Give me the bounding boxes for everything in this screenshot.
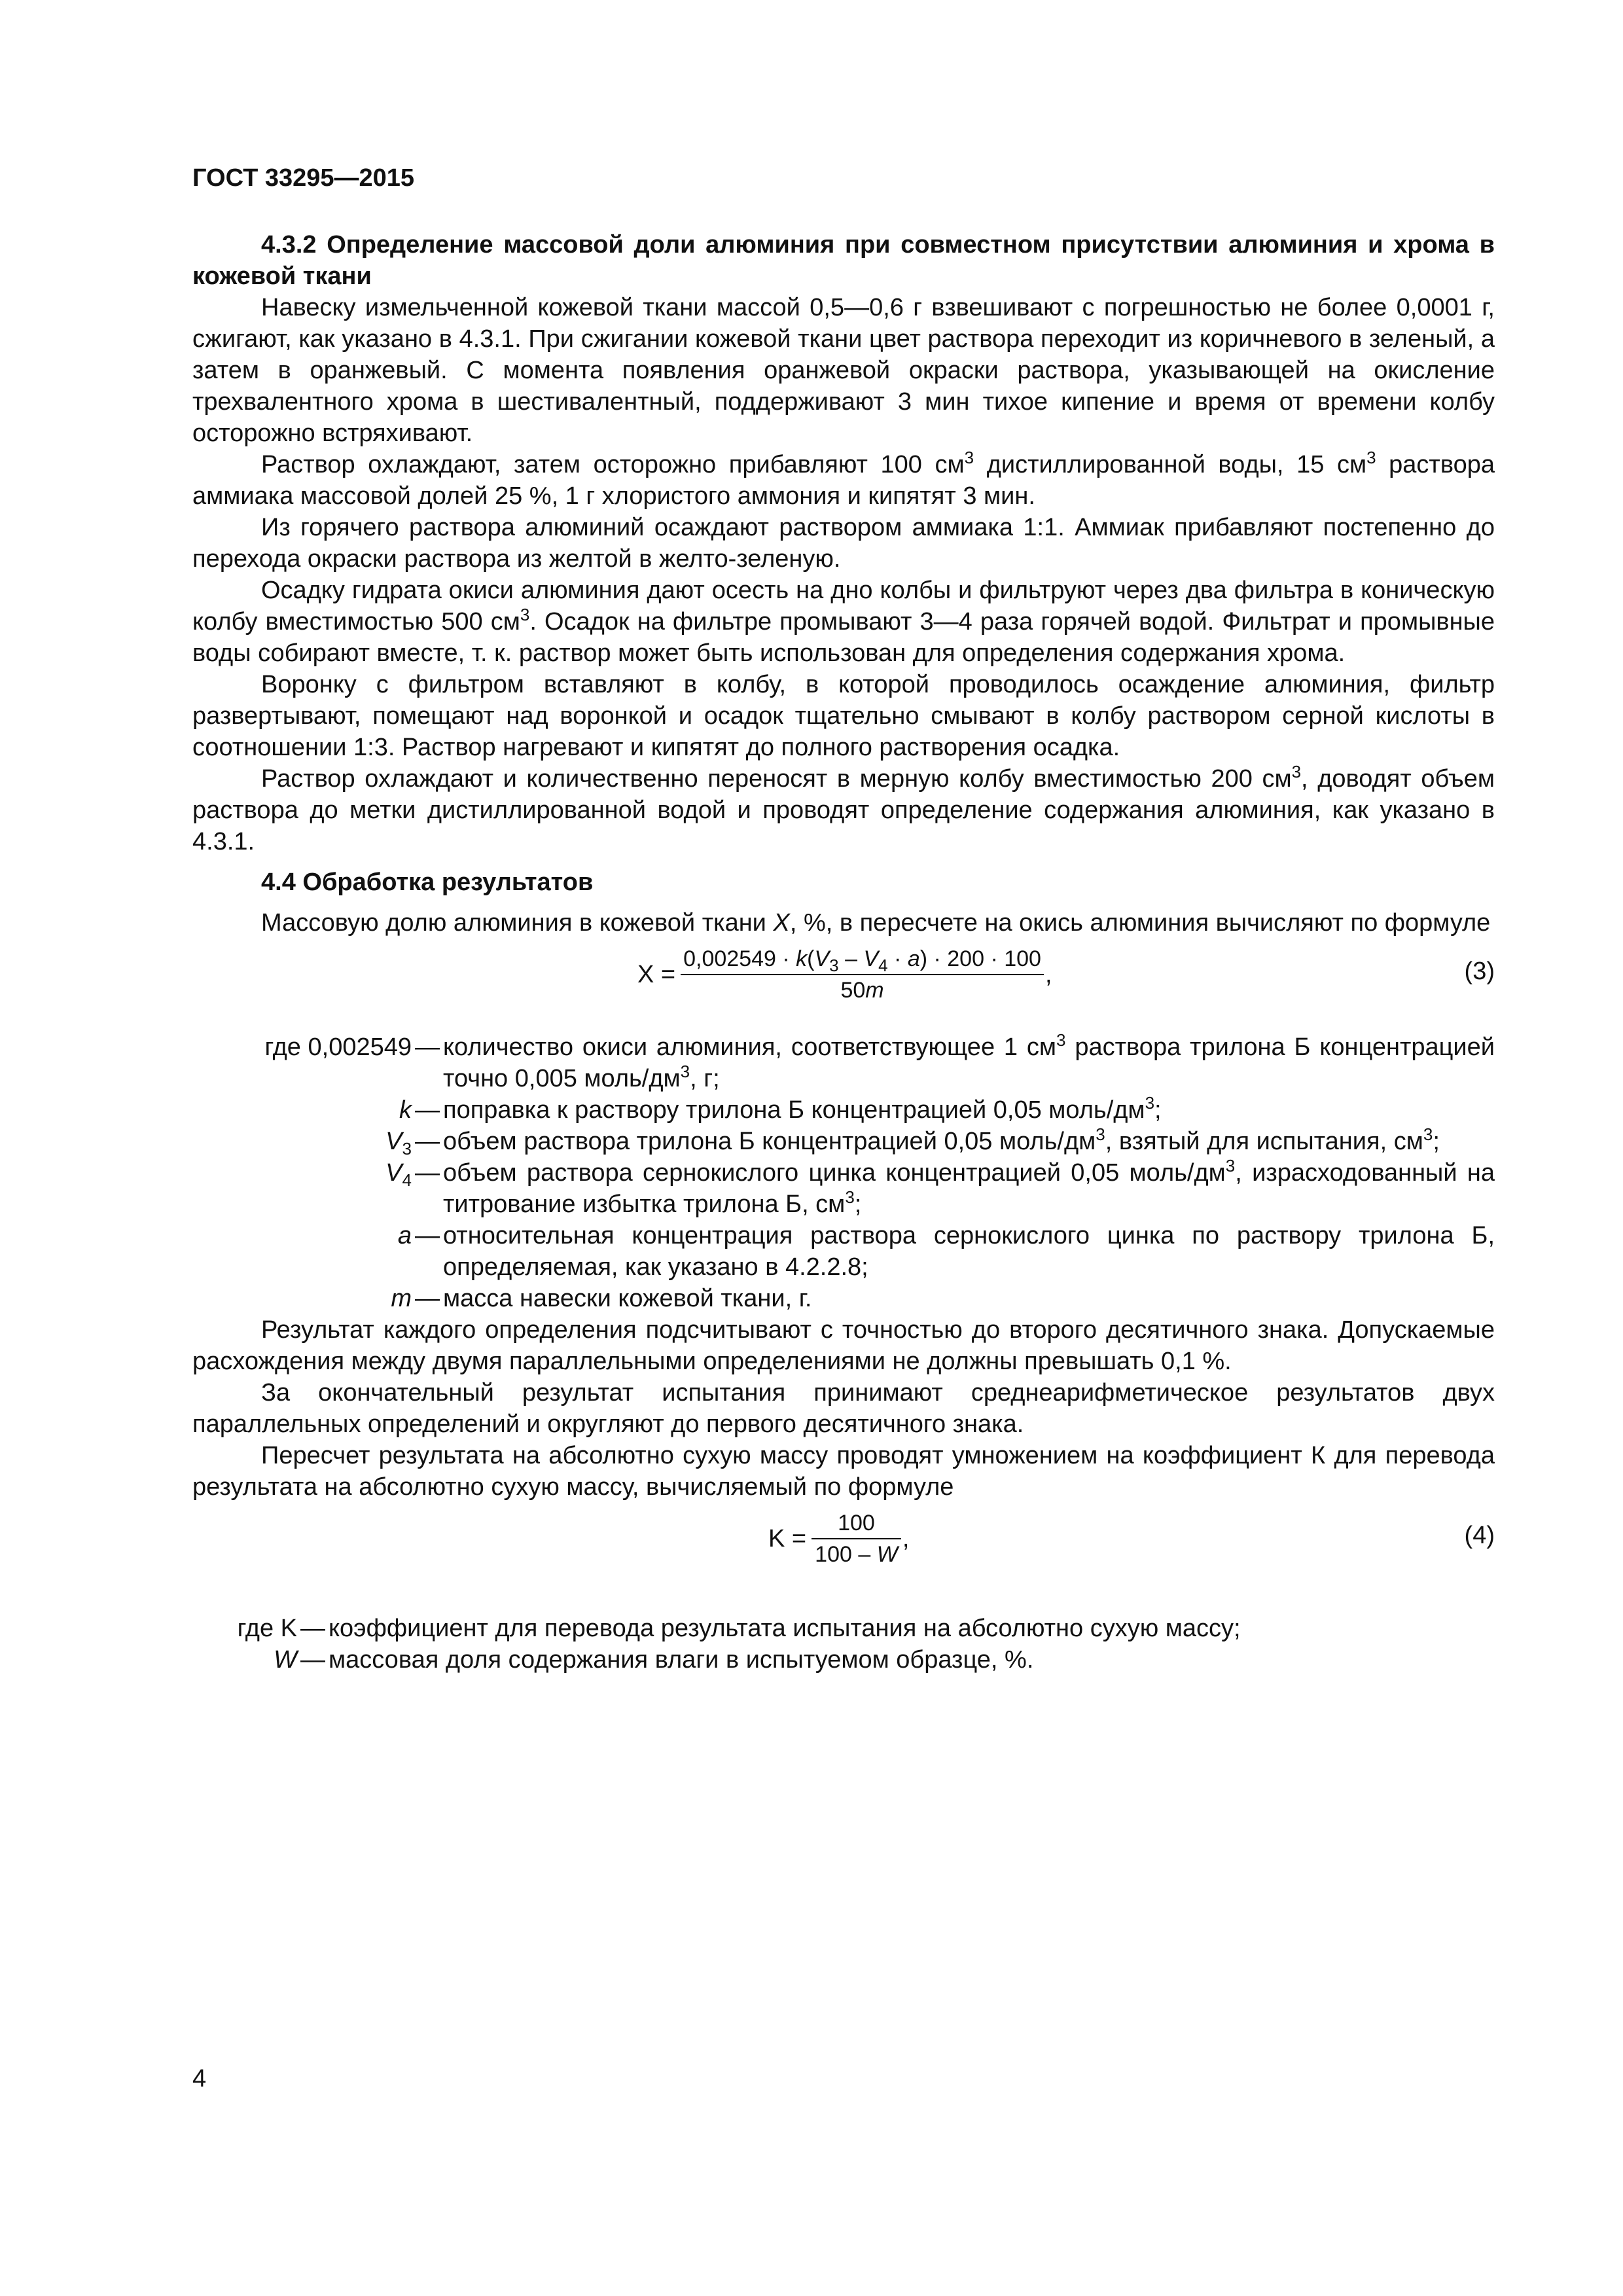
document-header: ГОСТ 33295—2015 <box>192 164 415 192</box>
formula-3-legend <box>192 1031 1495 1314</box>
formula-fraction <box>812 1508 901 1570</box>
formula-denominator: 50m <box>840 978 884 1003</box>
paragraph: За окончательный результат испытания принимают среднеарифметическое результатов двух параллельных определений и округляют до первого десятичного знака. <box>192 1379 1495 1438</box>
paragraph: Раствор охлаждают и количественно переносят в мерную колбу вместимостью 200 $см^3$, доводят объем раствора до метки дистиллированной водой и проводят определение содержания алюминия, как указано в 4.3.1. <box>192 762 1495 855</box>
paragraph: Навеску измельченной кожевой ткани массой 0,5—0,6 г взвешивают с погрешностью не более 0,0001 г, сжигают, как указано в 4.3.1. При сжигании кожевой ткани цвет раствора переходит из коричневого в зеленый, а затем в оранжевый. С момента появления оранжевой окраски раствора, указывающей на окисление трехвалентного хрома в шестивалентный, поддерживают 3 мин тихое кипение и время от времени колбу осторожно встряхивают. <box>192 294 1495 447</box>
formula-3: X = $\frac{0,002549 \cdot k(V_3 - V_4 \cdot a) \cdot 200 \cdot 100}{50m}$ , (3) <box>192 944 1495 1025</box>
page-number: 4 <box>192 2065 207 2092</box>
equation-number: (4) <box>1464 1522 1495 1549</box>
section-4-3-2-title: 4.3.2 Определение массовой доли алюминия при совместном присутствии алюминия и хрома в кожевой ткани <box>192 231 1495 290</box>
formula-numerator: $0,002549 \cdot k(V_3 - V_4 \cdot a) \cdot 200 \cdot 100$ <box>681 944 1044 975</box>
equation-number: (3) <box>1464 958 1495 985</box>
paragraph: Массовую долю алюминия в кожевой ткани X, %, в пересчете на окись алюминия вычисляют по формуле <box>261 909 1491 937</box>
formula-4: K = $\frac{100}{100 - W}$ , (4) <box>192 1508 1495 1589</box>
paragraph: Из горячего раствора алюминий осаждают раствором аммиака 1:1. Аммиак прибавляют постепенно до перехода окраски раствора из желтой в желто-зеленую. <box>192 514 1495 573</box>
section-4-4-title: 4.4 Обработка результатов <box>261 869 594 896</box>
legend-row: k — поправка к раствору трилона Б концентрацией 0,05 моль/$дм^3$; <box>399 1093 1162 1124</box>
legend-row: a — относительная концентрация раствора сернокислого цинка по раствору трилона Б, определяемая, как указано в 4.2.2.8; <box>397 1222 1495 1281</box>
legend-row: где K — коэффициент для перевода результата испытания на абсолютно сухую массу; <box>237 1615 1241 1642</box>
paragraph: Пересчет результата на абсолютно сухую массу проводят умножением на коэффициент К для перевода результата на абсолютно сухую массу, вычисляемый по формуле <box>192 1442 1495 1501</box>
legend-row: m — масса навески кожевой ткани, г. <box>391 1285 812 1312</box>
paragraph: Результат каждого определения подсчитывают с точностью до второго десятичного знака. Допускаемые расхождения между двумя параллельными определениями не должны превышать 0,1 %. <box>192 1316 1495 1375</box>
paragraph: Воронку с фильтром вставляют в колбу, в которой проводилось осаждение алюминия, фильтр развертывают, помещают над воронкой и осадок тщательно смывают в колбу раствором серной кислоты в соотношении 1:3. Раствор нагревают и кипятят до полного растворения осадка. <box>192 671 1495 761</box>
paragraph: Раствор охлаждают, затем осторожно прибавляют 100 $см^3$ дистиллированной воды, 15 $см^3$ раствора аммиака массовой долей 25 %, 1 г хлористого аммония и кипятят 3 мин. <box>192 448 1495 510</box>
formula-lhs: K = <box>768 1525 807 1552</box>
legend-row: W — массовая доля содержания влаги в испытуемом образце, %. <box>274 1646 1034 1674</box>
legend-row: где 0,002549 — количество окиси алюминия, соответствующее 1 $см^3$ раствора трилона Б концентрацией точно 0,005 моль/$дм^3$, г; <box>264 1030 1495 1092</box>
formula-numerator: 100 <box>812 1508 901 1539</box>
legend-row: $V_3$ — объем раствора трилона Б концентрацией 0,05 моль/$дм^3$, взятый для испытания, $см^3$; <box>385 1124 1440 1158</box>
formula-fraction <box>681 944 1044 1005</box>
paragraph: Осадку гидрата окиси алюминия дают осесть на дно колбы и фильтруют через два фильтра в коническую колбу вместимостью 500 $см^3$. Осадок на фильтре промывают 3—4 раза горячей водой. Фильтрат и промывные воды собирают вместе, т. к. раствор может быть использован для определения содержания хрома. <box>192 577 1495 667</box>
formula-denominator: 100 – W <box>815 1542 898 1567</box>
legend-row: $V_4$ — объем раствора сернокислого цинка концентрацией 0,05 моль/$дм^3$, израсходованный на титрование избытка трилона Б, $см^3$; <box>385 1156 1495 1218</box>
formula-lhs: X = <box>637 961 676 988</box>
formula-4-legend <box>192 1613 1495 1676</box>
document-body <box>192 229 1495 1676</box>
